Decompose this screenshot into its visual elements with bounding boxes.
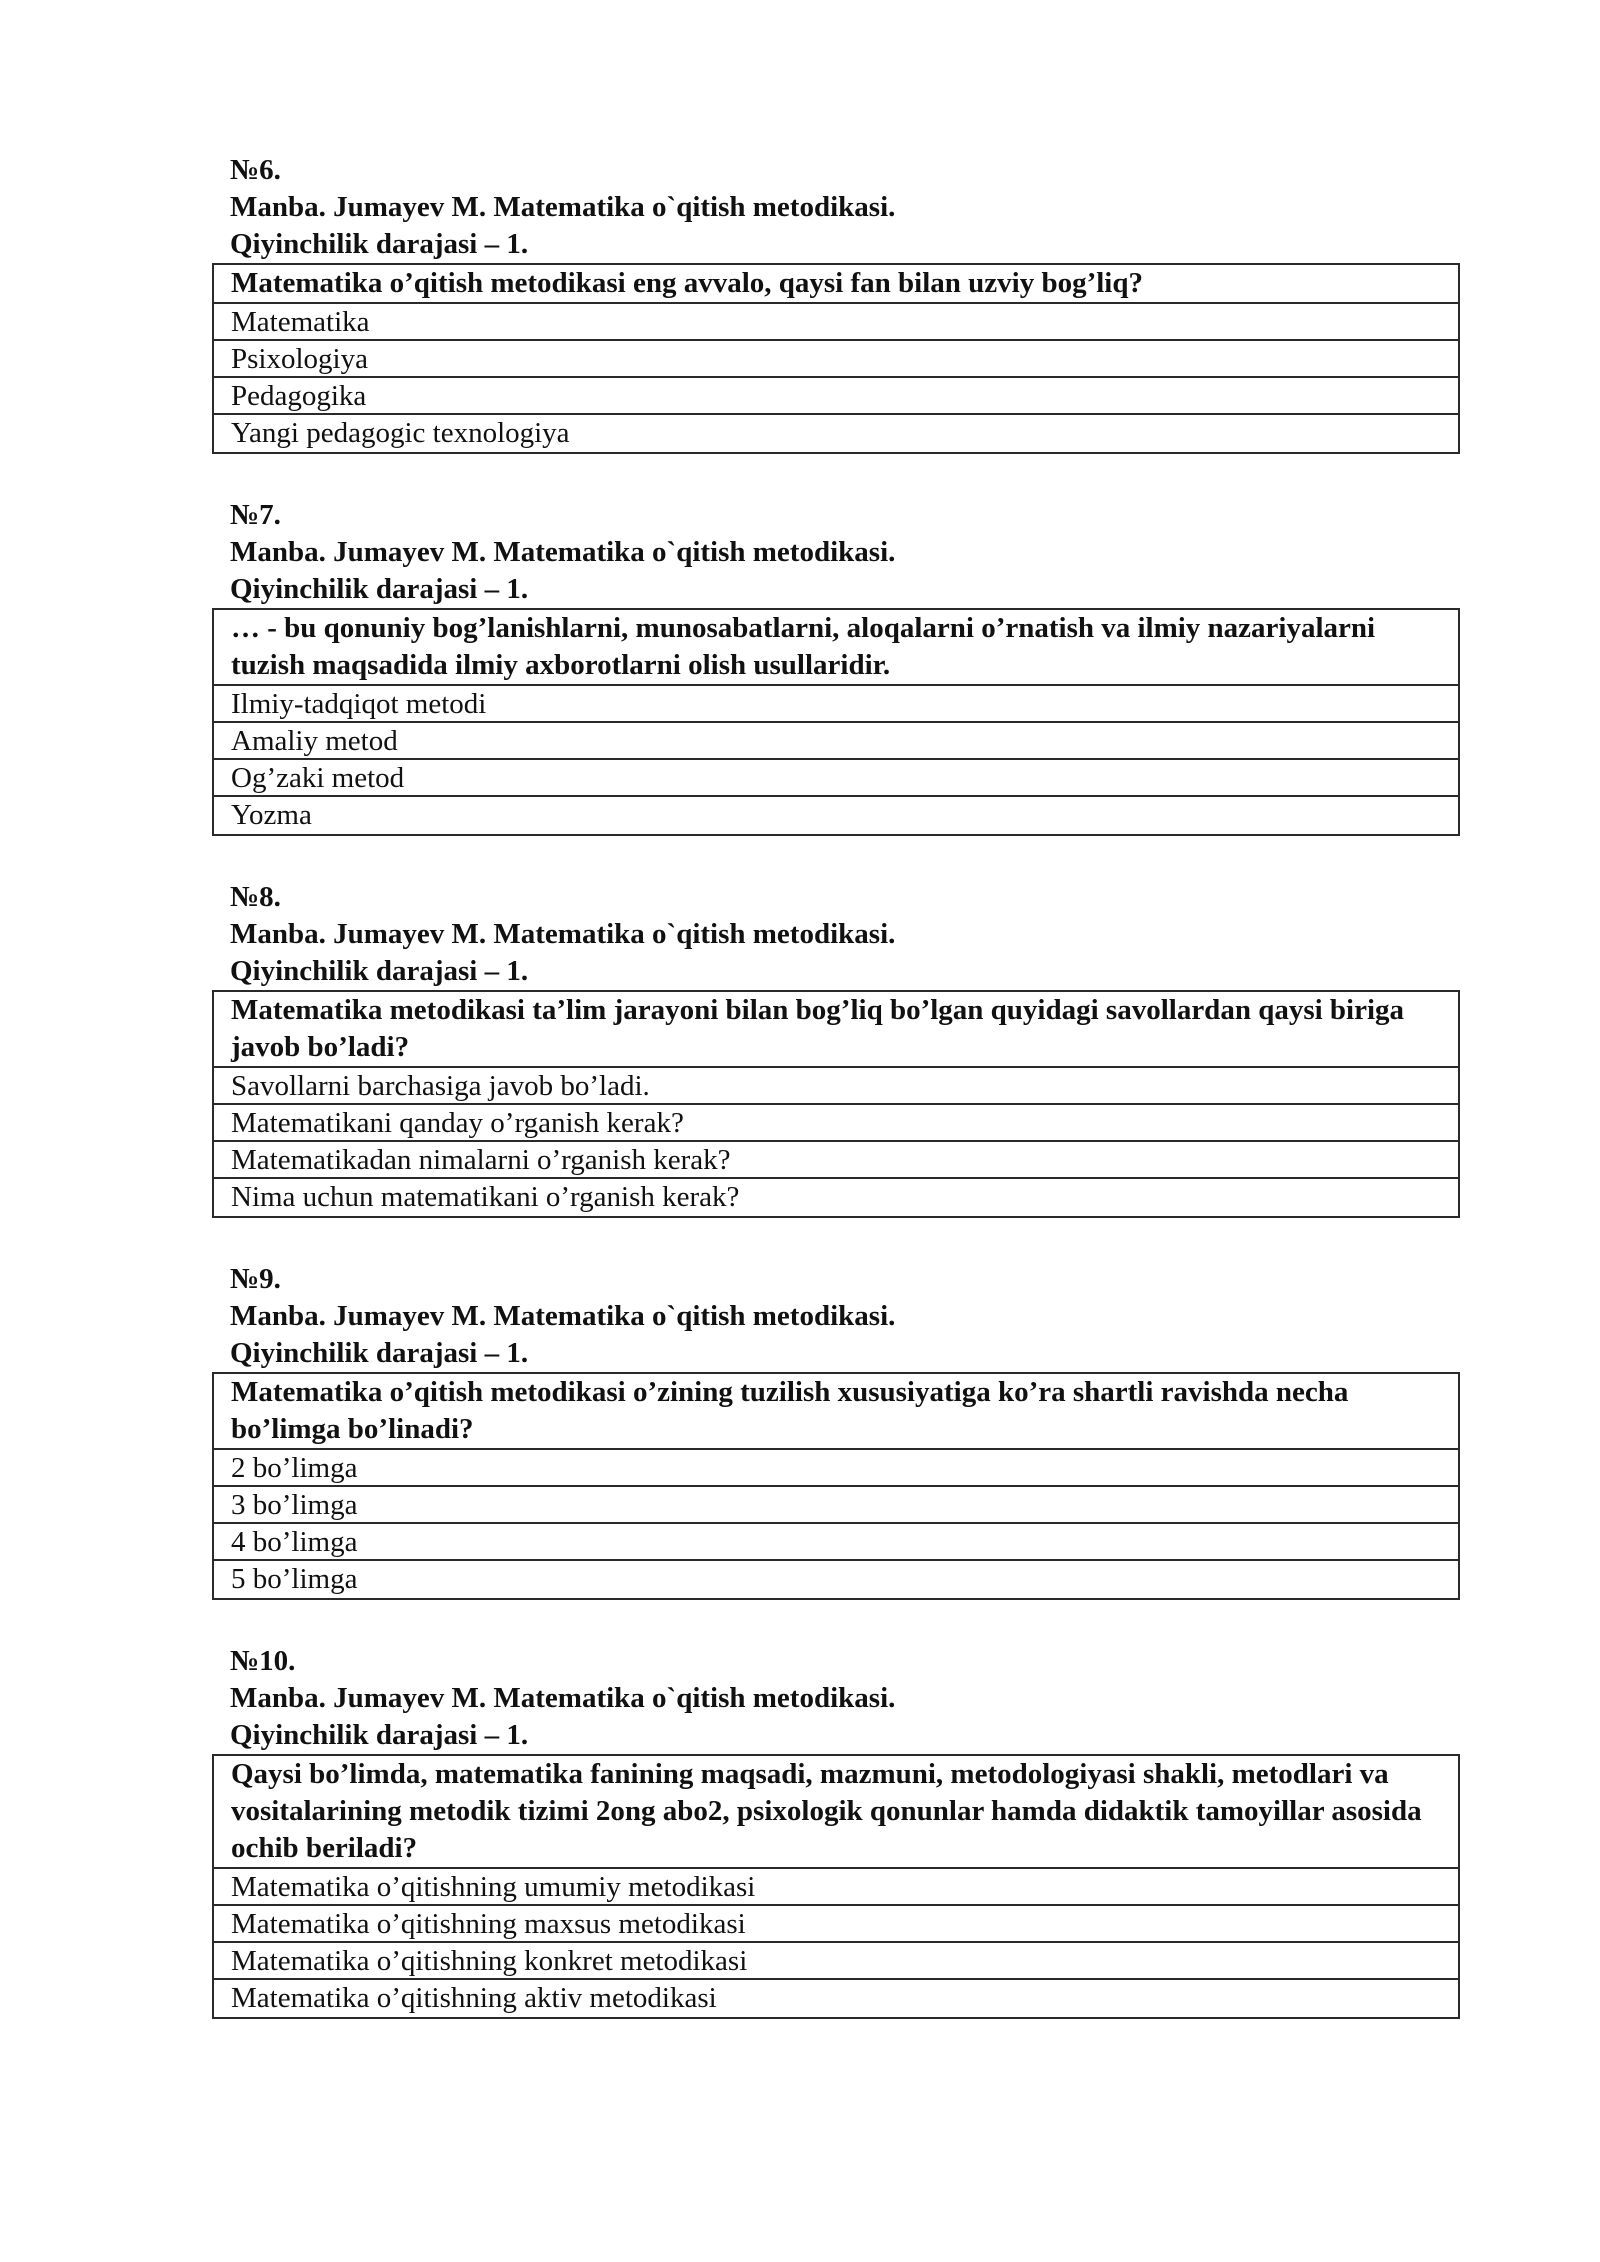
answer-option: Matematikani qanday o’rganish kerak? — [214, 1105, 1458, 1142]
question-number: №7. — [230, 499, 281, 531]
question-difficulty: Qiyinchilik darajasi – 1. — [230, 573, 529, 605]
question-text: Matematika metodikasi ta’lim jarayoni bilan bog’liq bo’lgan quyidagi savollardan qaysi biriga javob bo’ladi? — [214, 992, 1458, 1068]
question-difficulty: Qiyinchilik darajasi – 1. — [230, 955, 529, 987]
answer-option: Matematika o’qitishning maxsus metodikasi — [214, 1906, 1458, 1943]
answer-option: 4 bo’limga — [214, 1524, 1458, 1561]
answer-option: Amaliy metod — [214, 723, 1458, 760]
answer-option: 5 bo’limga — [231, 1563, 358, 1595]
question-block-7 — [212, 497, 1460, 836]
question-table — [212, 1754, 1460, 2019]
question-table — [212, 263, 1460, 454]
question-block-9 — [212, 1261, 1460, 1600]
answer-option: Ilmiy-tadqiqot metodi — [214, 686, 1458, 723]
answer-option: Yangi pedagogic texnologiya — [231, 417, 570, 449]
question-number: №8. — [230, 881, 281, 913]
question-difficulty: Qiyinchilik darajasi – 1. — [230, 1719, 529, 1751]
question-source: Manba. Jumayev M. Matematika o`qitish metodikasi. — [230, 1300, 896, 1332]
answer-option: Matematika o’qitishning aktiv metodikasi — [231, 1982, 717, 2014]
question-text: … - bu qonuniy bog’lanishlarni, munosabatlarni, aloqalarni o’rnatish va ilmiy nazariyalarni tuzish maqsadida ilmiy axborotlarni olish usullaridir. — [214, 610, 1458, 686]
answer-option: Matematika — [214, 304, 1458, 341]
answer-option: Psixologiya — [214, 341, 1458, 378]
answer-option: Yozma — [231, 799, 312, 831]
question-block-6 — [212, 152, 1460, 454]
question-block-10 — [212, 1643, 1460, 2019]
question-text: Matematika o’qitish metodikasi o’zining tuzilish xususiyatiga ko’ra shartli ravishda necha bo’limga bo’linadi? — [214, 1374, 1458, 1450]
question-number: №6. — [230, 154, 281, 186]
answer-option: Savollarni barchasiga javob bo’ladi. — [214, 1068, 1458, 1105]
question-text: Qaysi bo’limda, matematika fanining maqsadi, mazmuni, metodologiyasi shakli, metodlari va vositalarining metodik tizimi 2ong abo2, psixologik qonunlar hamda didaktik tamoyillar asosida ochib beriladi? — [214, 1756, 1458, 1869]
answer-option: Pedagogika — [214, 378, 1458, 415]
question-table — [212, 990, 1460, 1218]
answer-option: Og’zaki metod — [214, 760, 1458, 797]
question-source: Manba. Jumayev M. Matematika o`qitish metodikasi. — [230, 191, 896, 223]
question-source: Manba. Jumayev M. Matematika o`qitish metodikasi. — [230, 918, 896, 950]
question-number: №9. — [230, 1263, 281, 1295]
answer-option: 3 bo’limga — [214, 1487, 1458, 1524]
question-difficulty: Qiyinchilik darajasi – 1. — [230, 228, 529, 260]
question-table — [212, 1372, 1460, 1600]
question-number: №10. — [230, 1645, 296, 1677]
answer-option: Matematika o’qitishning konkret metodikasi — [214, 1943, 1458, 1980]
question-source: Manba. Jumayev M. Matematika o`qitish metodikasi. — [230, 1682, 896, 1714]
question-source: Manba. Jumayev M. Matematika o`qitish metodikasi. — [230, 536, 896, 568]
answer-option: Matematika o’qitishning umumiy metodikasi — [214, 1869, 1458, 1906]
question-block-8 — [212, 879, 1460, 1218]
answer-option: Nima uchun matematikani o’rganish kerak? — [231, 1181, 740, 1213]
question-table — [212, 608, 1460, 836]
answer-option: Matematikadan nimalarni o’rganish kerak? — [214, 1142, 1458, 1179]
question-text: Matematika o’qitish metodikasi eng avvalo, qaysi fan bilan uzviy bog’liq? — [214, 265, 1458, 304]
question-difficulty: Qiyinchilik darajasi – 1. — [230, 1337, 529, 1369]
answer-option: 2 bo’limga — [214, 1450, 1458, 1487]
